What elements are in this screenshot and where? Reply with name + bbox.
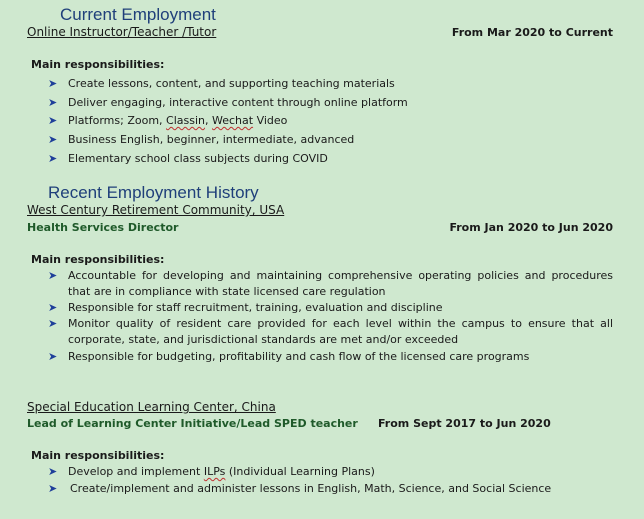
recent-role: Health Services Director bbox=[27, 221, 179, 234]
arrow-bullet-icon: ➤ bbox=[48, 133, 58, 146]
special-employer: Special Education Learning Center, China bbox=[27, 400, 276, 414]
recent-responsibilities-label: Main responsibilities: bbox=[31, 253, 165, 266]
current-responsibilities-label: Main responsibilities: bbox=[31, 58, 165, 71]
recent-job-dates: From Jan 2020 to Jun 2020 bbox=[449, 221, 613, 234]
arrow-bullet-icon: ➤ bbox=[48, 301, 58, 314]
arrow-bullet-icon: ➤ bbox=[48, 77, 58, 90]
recent-employment-heading: Recent Employment History bbox=[48, 183, 259, 202]
recent-employer: West Century Retirement Community, USA bbox=[27, 203, 285, 217]
arrow-bullet-icon: ➤ bbox=[48, 350, 58, 363]
arrow-bullet-icon: ➤ bbox=[48, 152, 58, 165]
arrow-bullet-icon: ➤ bbox=[48, 482, 58, 495]
arrow-bullet-icon: ➤ bbox=[48, 114, 58, 127]
arrow-bullet-icon: ➤ bbox=[48, 96, 58, 109]
special-job-dates: From Sept 2017 to Jun 2020 bbox=[378, 417, 551, 430]
current-job-dates: From Mar 2020 to Current bbox=[451, 26, 613, 39]
special-responsibilities-label: Main responsibilities: bbox=[31, 449, 165, 462]
special-role: Lead of Learning Center Initiative/Lead SPED teacher bbox=[27, 417, 358, 430]
arrow-bullet-icon: ➤ bbox=[48, 269, 58, 282]
arrow-bullet-icon: ➤ bbox=[48, 317, 58, 330]
arrow-bullet-icon: ➤ bbox=[48, 465, 58, 478]
current-employment-heading: Current Employment bbox=[60, 5, 216, 24]
current-job-title: Online Instructor/Teacher /Tutor bbox=[27, 25, 217, 39]
